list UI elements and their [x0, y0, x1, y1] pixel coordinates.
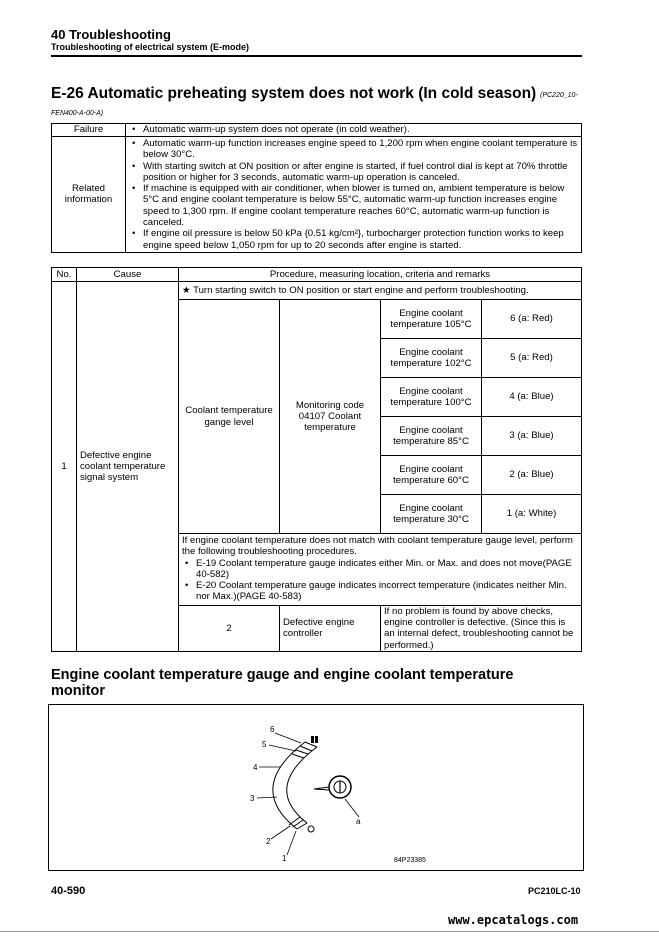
- callout-label: 2: [266, 837, 271, 846]
- row1-number: 1: [52, 282, 77, 652]
- page-number: 40-590: [51, 885, 86, 897]
- callout-label: 1: [282, 854, 287, 863]
- result-cell: 5 (a: Red): [482, 339, 582, 378]
- gauge-figure: [48, 704, 584, 871]
- related-info-item: • Automatic warm-up function increases engine speed to 1,200 rpm when engine coolant temperature is below 30°C.: [143, 138, 578, 161]
- failure-cell: [126, 124, 582, 137]
- procedure-table: [51, 267, 582, 652]
- callout-label: 5: [262, 740, 267, 749]
- failure-info-table: [51, 123, 582, 253]
- row2-text: If no problem is found by above checks, engine controller is defective. (Since this is an internal defect, troubleshooting cannot be performed.): [381, 605, 582, 651]
- gauge-diagram: [49, 705, 583, 870]
- row1-note: [179, 534, 582, 606]
- result-cell: 6 (a: Red): [482, 300, 582, 339]
- chapter-title: 40 Troubleshooting: [51, 27, 171, 42]
- header-divider: [51, 55, 582, 57]
- header-procedure: Procedure, measuring location, criteria and remarks: [179, 268, 582, 282]
- row2-cause: Defective engine controller: [280, 605, 381, 651]
- condition-cell: Engine coolant temperature 102°C: [381, 339, 482, 378]
- condition-cell: Engine coolant temperature 30°C: [381, 495, 482, 534]
- watermark: www.epcatalogs.com: [448, 913, 579, 927]
- pointer-label: a: [356, 817, 361, 826]
- related-info-item: • With starting switch at ON position or after engine is started, if fuel control dial is kept at 70% throttle position or higher for 3 seconds, automatic warm-up operation is canceled.: [143, 161, 578, 184]
- chapter-subtitle: Troubleshooting of electrical system (E-mode): [51, 42, 250, 52]
- procedure-row-1: [52, 282, 582, 300]
- condition-cell: Engine coolant temperature 85°C: [381, 417, 482, 456]
- row1-instruction: ★ Turn starting switch to ON position or start engine and perform troubleshooting.: [179, 282, 582, 300]
- related-info-row: [52, 137, 582, 253]
- related-info-item: • If engine oil pressure is below 50 kPa {0.51 kg/cm²}, turbocharger protection function works to keep engine speed below 1,050 rpm for up to 20 seconds after engine is started.: [143, 228, 578, 251]
- condition-cell: Engine coolant temperature 60°C: [381, 456, 482, 495]
- temperature-low-icon: [308, 826, 314, 832]
- section-code-part2: FEN400-A-00-A): [51, 110, 104, 117]
- figure-code: 84P23385: [394, 857, 426, 864]
- result-cell: 4 (a: Blue): [482, 378, 582, 417]
- gauge-section-title: Engine coolant temperature gauge and engine coolant temperature monitor: [51, 667, 514, 699]
- row2-number: 2: [179, 605, 280, 651]
- coolant-monitor-icon: [329, 776, 351, 798]
- row1-note-intro: If engine coolant temperature does not match with coolant temperature gauge level, perform the following troubleshooting procedures.: [182, 535, 573, 558]
- related-info-cell: [126, 137, 582, 253]
- callout-label: 4: [253, 763, 258, 772]
- failure-row: [52, 124, 582, 137]
- gauge-arc-inner: [287, 747, 317, 823]
- callout-label: 3: [250, 794, 255, 803]
- condition-cell: Engine coolant temperature 105°C: [381, 300, 482, 339]
- row1-monitoring: Monitoring code 04107 Coolant temperature: [280, 300, 381, 534]
- callout-label: 6: [270, 725, 275, 734]
- row1-note-item: • E-20 Coolant temperature gauge indicates incorrect temperature (indicates neither Min. nor Max.)(PAGE 40-583): [196, 580, 578, 603]
- related-info-label: Related information: [52, 137, 126, 253]
- related-info-item: • If machine is equipped with air conditioner, when blower is turned on, ambient temperature is below 5°C and engine coolant temperature is below 55°C, automatic warm-up function increases engine speed to 1,300 rpm. If engine coolant temperature reaches 60°C, automatic warm-up function is canceled.: [143, 183, 578, 228]
- gauge-arc-outer: [273, 742, 305, 829]
- result-cell: 2 (a: Blue): [482, 456, 582, 495]
- failure-text: • Automatic warm-up system does not operate (in cold weather).: [143, 124, 578, 135]
- header-cause: Cause: [77, 268, 179, 282]
- result-cell: 3 (a: Blue): [482, 417, 582, 456]
- page-bottom-line: [0, 931, 659, 932]
- section-code-part1: (PC220_10-: [540, 92, 578, 99]
- temperature-high-icon: [311, 736, 318, 743]
- row1-item: Coolant temperature gange level: [179, 300, 280, 534]
- procedure-header-row: [52, 268, 582, 282]
- section-title: E-26 Automatic preheating system does not work (In cold season): [51, 85, 537, 102]
- result-cell: 1 (a: White): [482, 495, 582, 534]
- model-code: PC210LC-10: [528, 886, 581, 896]
- header-no: No.: [52, 268, 77, 282]
- gauge-segments: [289, 742, 317, 829]
- row1-cause: Defective engine coolant temperature signal system: [77, 282, 179, 652]
- condition-cell: Engine coolant temperature 100°C: [381, 378, 482, 417]
- failure-label: Failure: [52, 124, 126, 137]
- row1-note-item: • E-19 Coolant temperature gauge indicates either Min. or Max. and does not move(PAGE 40-582): [196, 558, 578, 581]
